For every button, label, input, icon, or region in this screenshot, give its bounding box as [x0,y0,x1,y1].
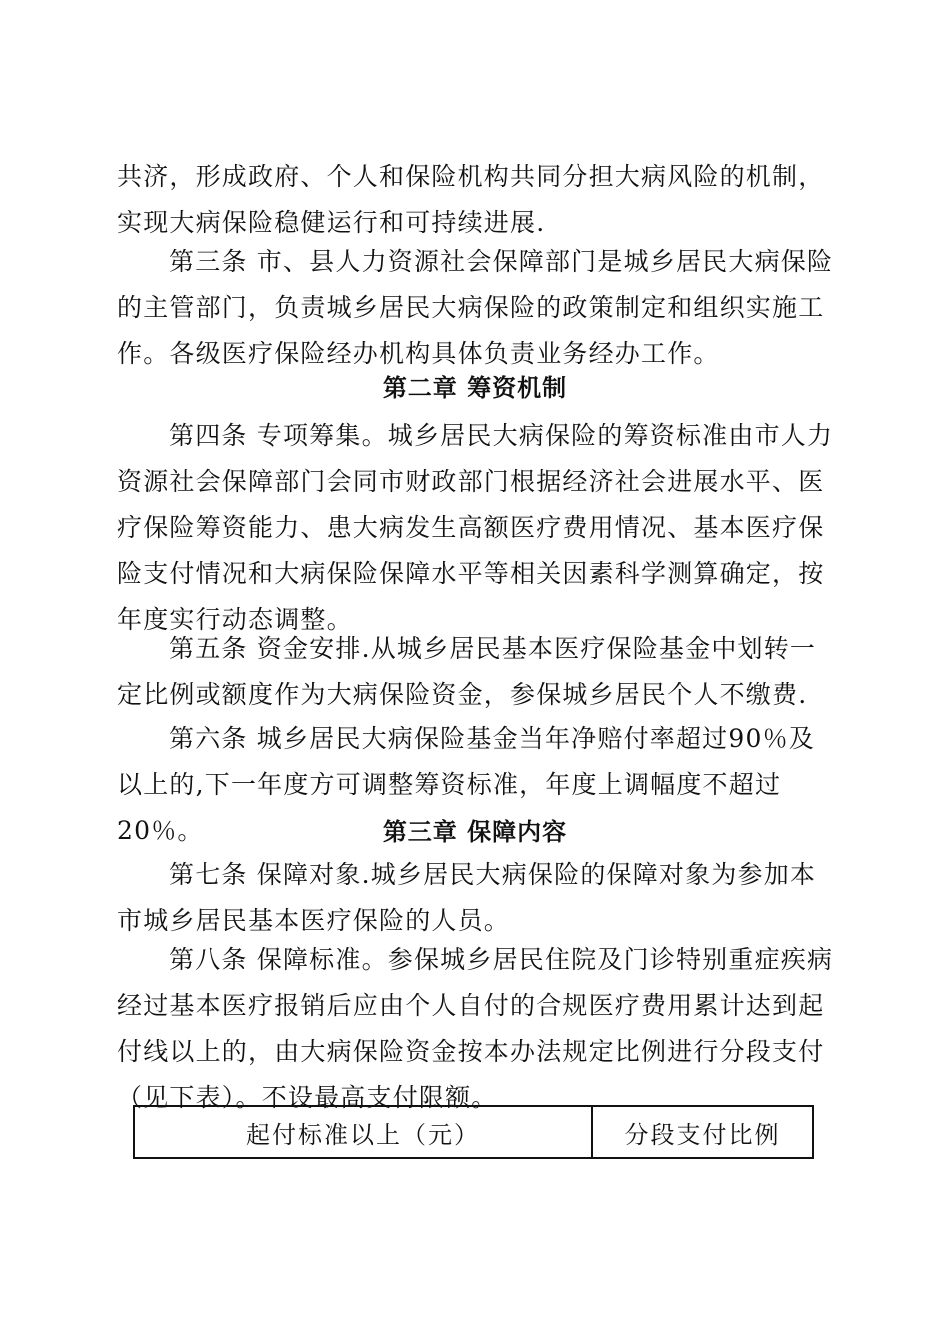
paragraph-continuation [117,154,837,246]
table-header-cell: 起付标准以上（元） [134,1106,592,1158]
article-8 [117,937,837,1121]
chapter-2-heading: 第二章 筹资机制 [382,374,568,402]
article-text: 保障标准。参保城乡居民住院及门诊特别重症疾病经过基本医疗报销后应由个人自付的合规医疗费用累计达到起付线以上的，由大病保险资金按本办法规定比例进行分段支付（见下表）。不设最高支付限额。 [117,945,834,1112]
article-text: 保障对象.城乡居民大病保险的保障对象为参加本市城乡居民基本医疗保险的人员。 [117,860,817,935]
article-5 [117,626,837,718]
article-7 [117,852,837,944]
paragraph-text: 共济，形成政府、个人和保险机构共同分担大病风险的机制，实现大病保险稳健运行和可持续进展. [117,162,825,237]
article-text: 城乡居民大病保险基金当年净赔付率超过90％及以上的,下一年度方可调整筹资标准，年度上调幅度不超过20％。 [117,724,815,845]
payment-table [133,1105,814,1159]
article-text: 市、县人力资源社会保障部门是城乡居民大病保险的主管部门，负责城乡居民大病保险的政策制定和组织实施工作。各级医疗保险经办机构具体负责业务经办工作。 [117,247,834,368]
chapter-3-heading: 第三章 保障内容 [382,818,568,846]
article-label: 第四条 [169,421,248,450]
article-label: 第八条 [169,945,248,974]
article-label: 第六条 [169,724,248,753]
article-label: 第三条 [169,247,248,276]
article-text: 资金安排.从城乡居民基本医疗保险基金中划转一定比例或额度作为大病保险资金，参保城乡居民个人不缴费. [117,634,817,709]
table-header-cell: 分段支付比例 [592,1106,813,1158]
article-4 [117,413,837,643]
table-header-row [134,1106,813,1158]
article-label: 第七条 [169,860,248,889]
article-3 [117,239,837,377]
article-text: 专项筹集。城乡居民大病保险的筹资标准由市人力资源社会保障部门会同市财政部门根据经济社会进展水平、医疗保险筹资能力、患大病发生高额医疗费用情况、基本医疗保险支付情况和大病保险保障水平等相关因素科学测算确定，按年度实行动态调整。 [117,421,834,634]
article-label: 第五条 [169,634,248,663]
